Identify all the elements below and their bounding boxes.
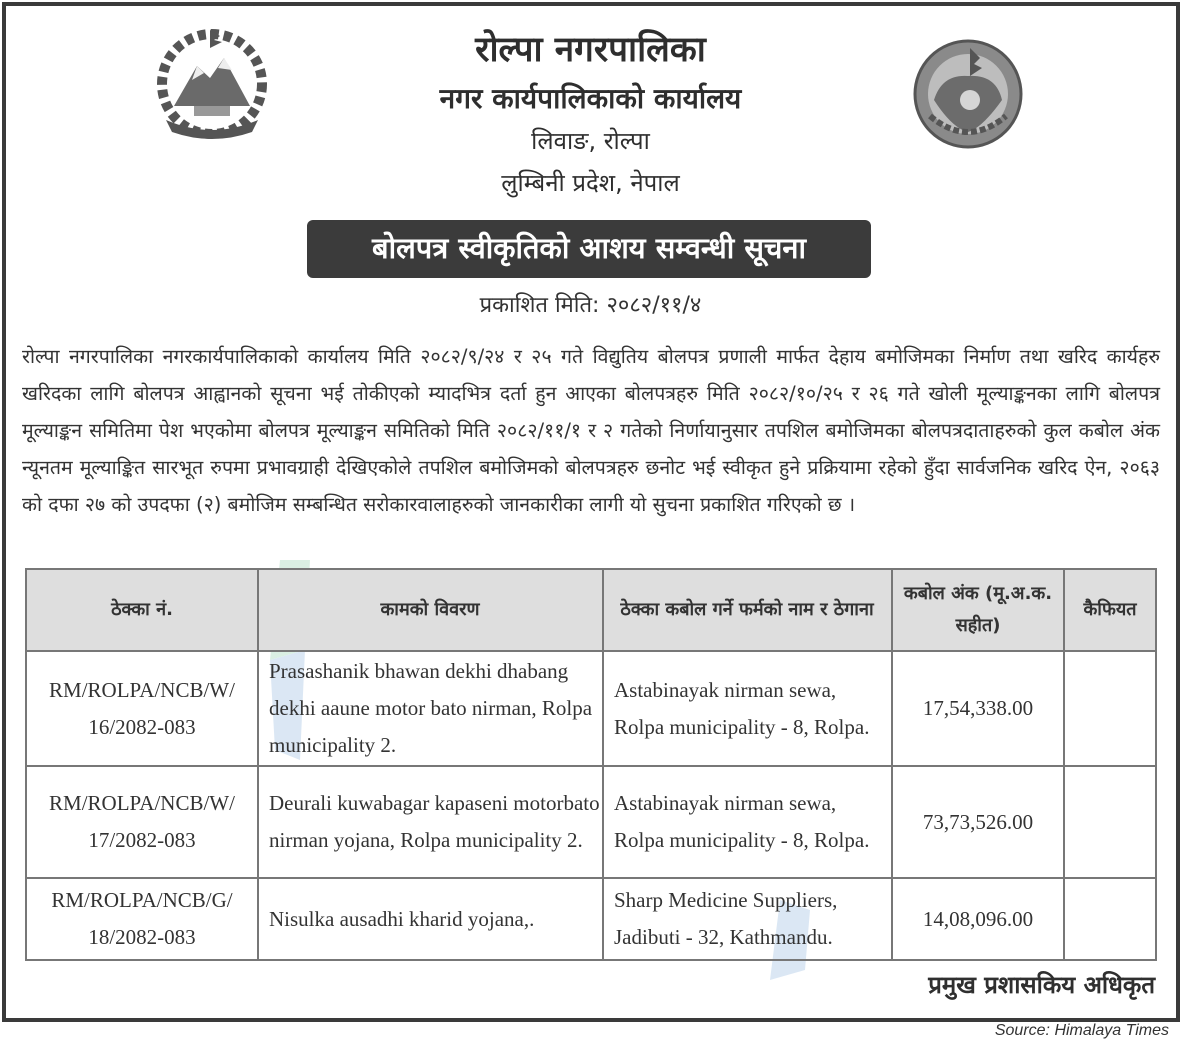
remarks-cell [1064,878,1156,960]
amount-cell: 17,54,338.00 [892,651,1064,766]
amount-cell: 14,08,096.00 [892,878,1064,960]
firm-cell: Astabinayak nirman sewa, Rolpa municipality - 8, Rolpa. [603,651,892,766]
header-firm-name-address: ठेक्का कबोल गर्ने फर्मको नाम र ठेगाना [603,569,892,651]
source-credit: Source: Himalaya Times [994,1022,1169,1039]
office-location: लिवाङ, रोल्पा [531,127,650,155]
published-date: प्रकाशित मिति: २०८२/११/४ [479,293,702,318]
bid-acceptance-table [25,568,1157,961]
contract-no-cell: RM/ROLPA/NCB/W/ 16/2082-083 [26,651,258,766]
remarks-cell [1064,766,1156,878]
signatory-title: प्रमुख प्रशासकिय अधिकृत [928,971,1155,999]
header-remarks: कैफियत [1064,569,1156,651]
header-work-description: कामको विवरण [258,569,603,651]
table-row [26,878,1156,960]
firm-cell: Astabinayak nirman sewa, Rolpa municipality - 8, Rolpa. [603,766,892,878]
organization-name: रोल्पा नगरपालिका [475,30,706,70]
firm-cell: Sharp Medicine Suppliers, Jadibuti - 32, Kathmandu. [603,878,892,960]
header-contract-no: ठेक्का नं. [26,569,258,651]
description-cell: Prasashanik bhawan dekhi dhabang dekhi aaune motor bato nirman, Rolpa municipality 2. [258,651,603,766]
table-header-row [26,569,1156,651]
office-name: नगर कार्यपालिकाको कार्यालय [439,82,742,115]
amount-cell: 73,73,526.00 [892,766,1064,878]
remarks-cell [1064,651,1156,766]
table-row [26,651,1156,766]
notice-body: रोल्पा नगरपालिका नगरकार्यपालिकाको कार्यालय मिति २०८२/९/२४ र २५ गते विद्युतिय बोलपत्र प्रणाली मार्फत देहाय बमोजिमका निर्माण तथा खरिद कार्यहरु खरिदका लागि बोलपत्र आह्वानको सूचना भई तोकीएको म्यादभित्र दर्ता हुन आएका बोलपत्रहरु मिति २०८२/१०/२५ र २६ गते खोली मूल्याङ्कनका लागि बोलपत्र मूल्याङ्कन समितिमा पेश भएकोमा बोलपत्र मूल्याङ्कन समितिको मिति २०८२/११/१ र २ गतेको निर्णायानुसार तपशिल बमोजिमका बोलपत्रदाताहरुको कुल कबोल अंक न्यूनतम मूल्याङ्कित सारभूत रुपमा प्रभावग्राही देखिएकोले तपशिल बमोजिमको बोलपत्रहरु छनोट भई स्वीकृत हुने प्रक्रियामा रहेको हुँदा सार्वजनिक खरिद ऐन, २०६३ को दफा २७ को उपदफा (२) बमोजिम सम्बन्धित सरोकारवालाहरुको जानकारीका लागी यो सुचना प्रकाशित गरिएको छ । [22,345,1161,516]
description-cell: Deurali kuwabagar kapaseni motorbato nirman yojana, Rolpa municipality 2. [258,766,603,878]
description-cell: Nisulka ausadhi kharid yojana,. [258,878,603,960]
contract-no-cell: RM/ROLPA/NCB/G/ 18/2082-083 [26,878,258,960]
notice-title: बोलपत्र स्वीकृतिको आशय सम्वन्धी सूचना [307,220,871,278]
header-bid-amount: कबोल अंक (मू.अ.क. सहीत) [892,569,1064,651]
province-name: लुम्बिनी प्रदेश, नेपाल [501,169,680,197]
table-row [26,766,1156,878]
contract-no-cell: RM/ROLPA/NCB/W/ 17/2082-083 [26,766,258,878]
